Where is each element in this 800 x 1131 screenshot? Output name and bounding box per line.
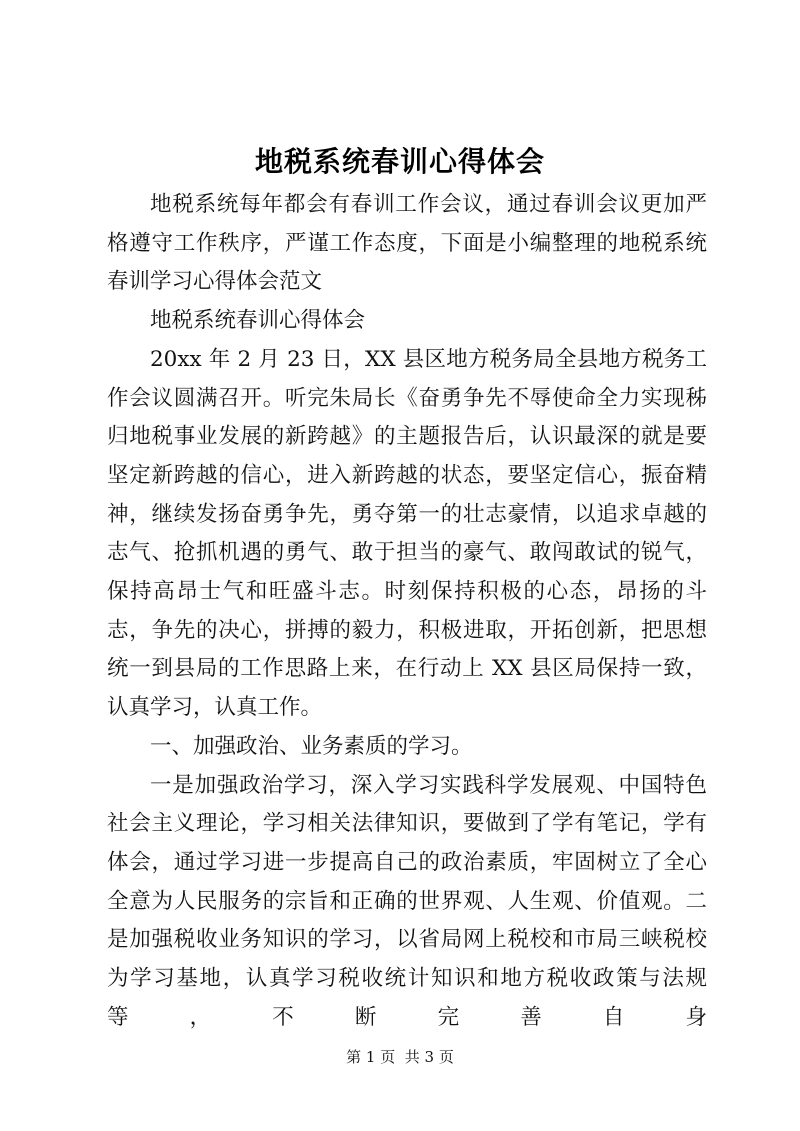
document-body	[107, 186, 707, 1037]
page-number: 第 1 页 共 3 页	[346, 1048, 454, 1066]
paragraph-heading-one: 一、加强政治、业务素质的学习。	[150, 733, 473, 759]
page-footer	[0, 1046, 800, 1068]
paragraph-meeting: 20xx 年 2 月 23 日，XX 县区地方税务局全县地方税务工作会议圆满召开。听完朱局长《奋勇争先不辱使命全力实现秭归地税事业发展的新跨越》的主题报告后，认识最深的就是要坚定新跨越的信心，进入新跨越的状态，要坚定信心，振奋精神，继续发扬奋勇争先，勇夺第一的壮志豪情，以追求卓越的志气、抢抓机遇的勇气、敢于担当的豪气、敢闯敢试的锐气，保持高昂士气和旺盛斗志。时刻保持积极的心态，昂扬的斗志，争先的决心，拼搏的毅力，积极进取，开拓创新，把思想统一到县局的工作思路上来，在行动上 XX 县区局保持一致，认真学习，认真工作。	[107, 346, 707, 721]
paragraph-study: 一是加强政治学习，深入学习实践科学发展观、中国特色社会主义理论，学习相关法律知识，要做到了学有笔记，学有体会，通过学习进一步提高自己的政治素质，牢固树立了全心全意为人民服务的宗旨和正确的世界观、人生观、价值观。二是加强税收业务知识的学习，以省局网上税校和市局三峡税校为学习基地，认真学习税收统计知识和地方税收政策与法规等，不断完善自身	[107, 772, 707, 1030]
paragraph-intro: 地税系统每年都会有春训工作会议，通过春训会议更加严格遵守工作秩序，严谨工作态度，下面是小编整理的地税系统春训学习心得体会范文	[107, 192, 707, 295]
paragraph-subtitle: 地税系统春训心得体会	[150, 308, 366, 334]
document-title: 地税系统春训心得体会	[254, 145, 545, 178]
